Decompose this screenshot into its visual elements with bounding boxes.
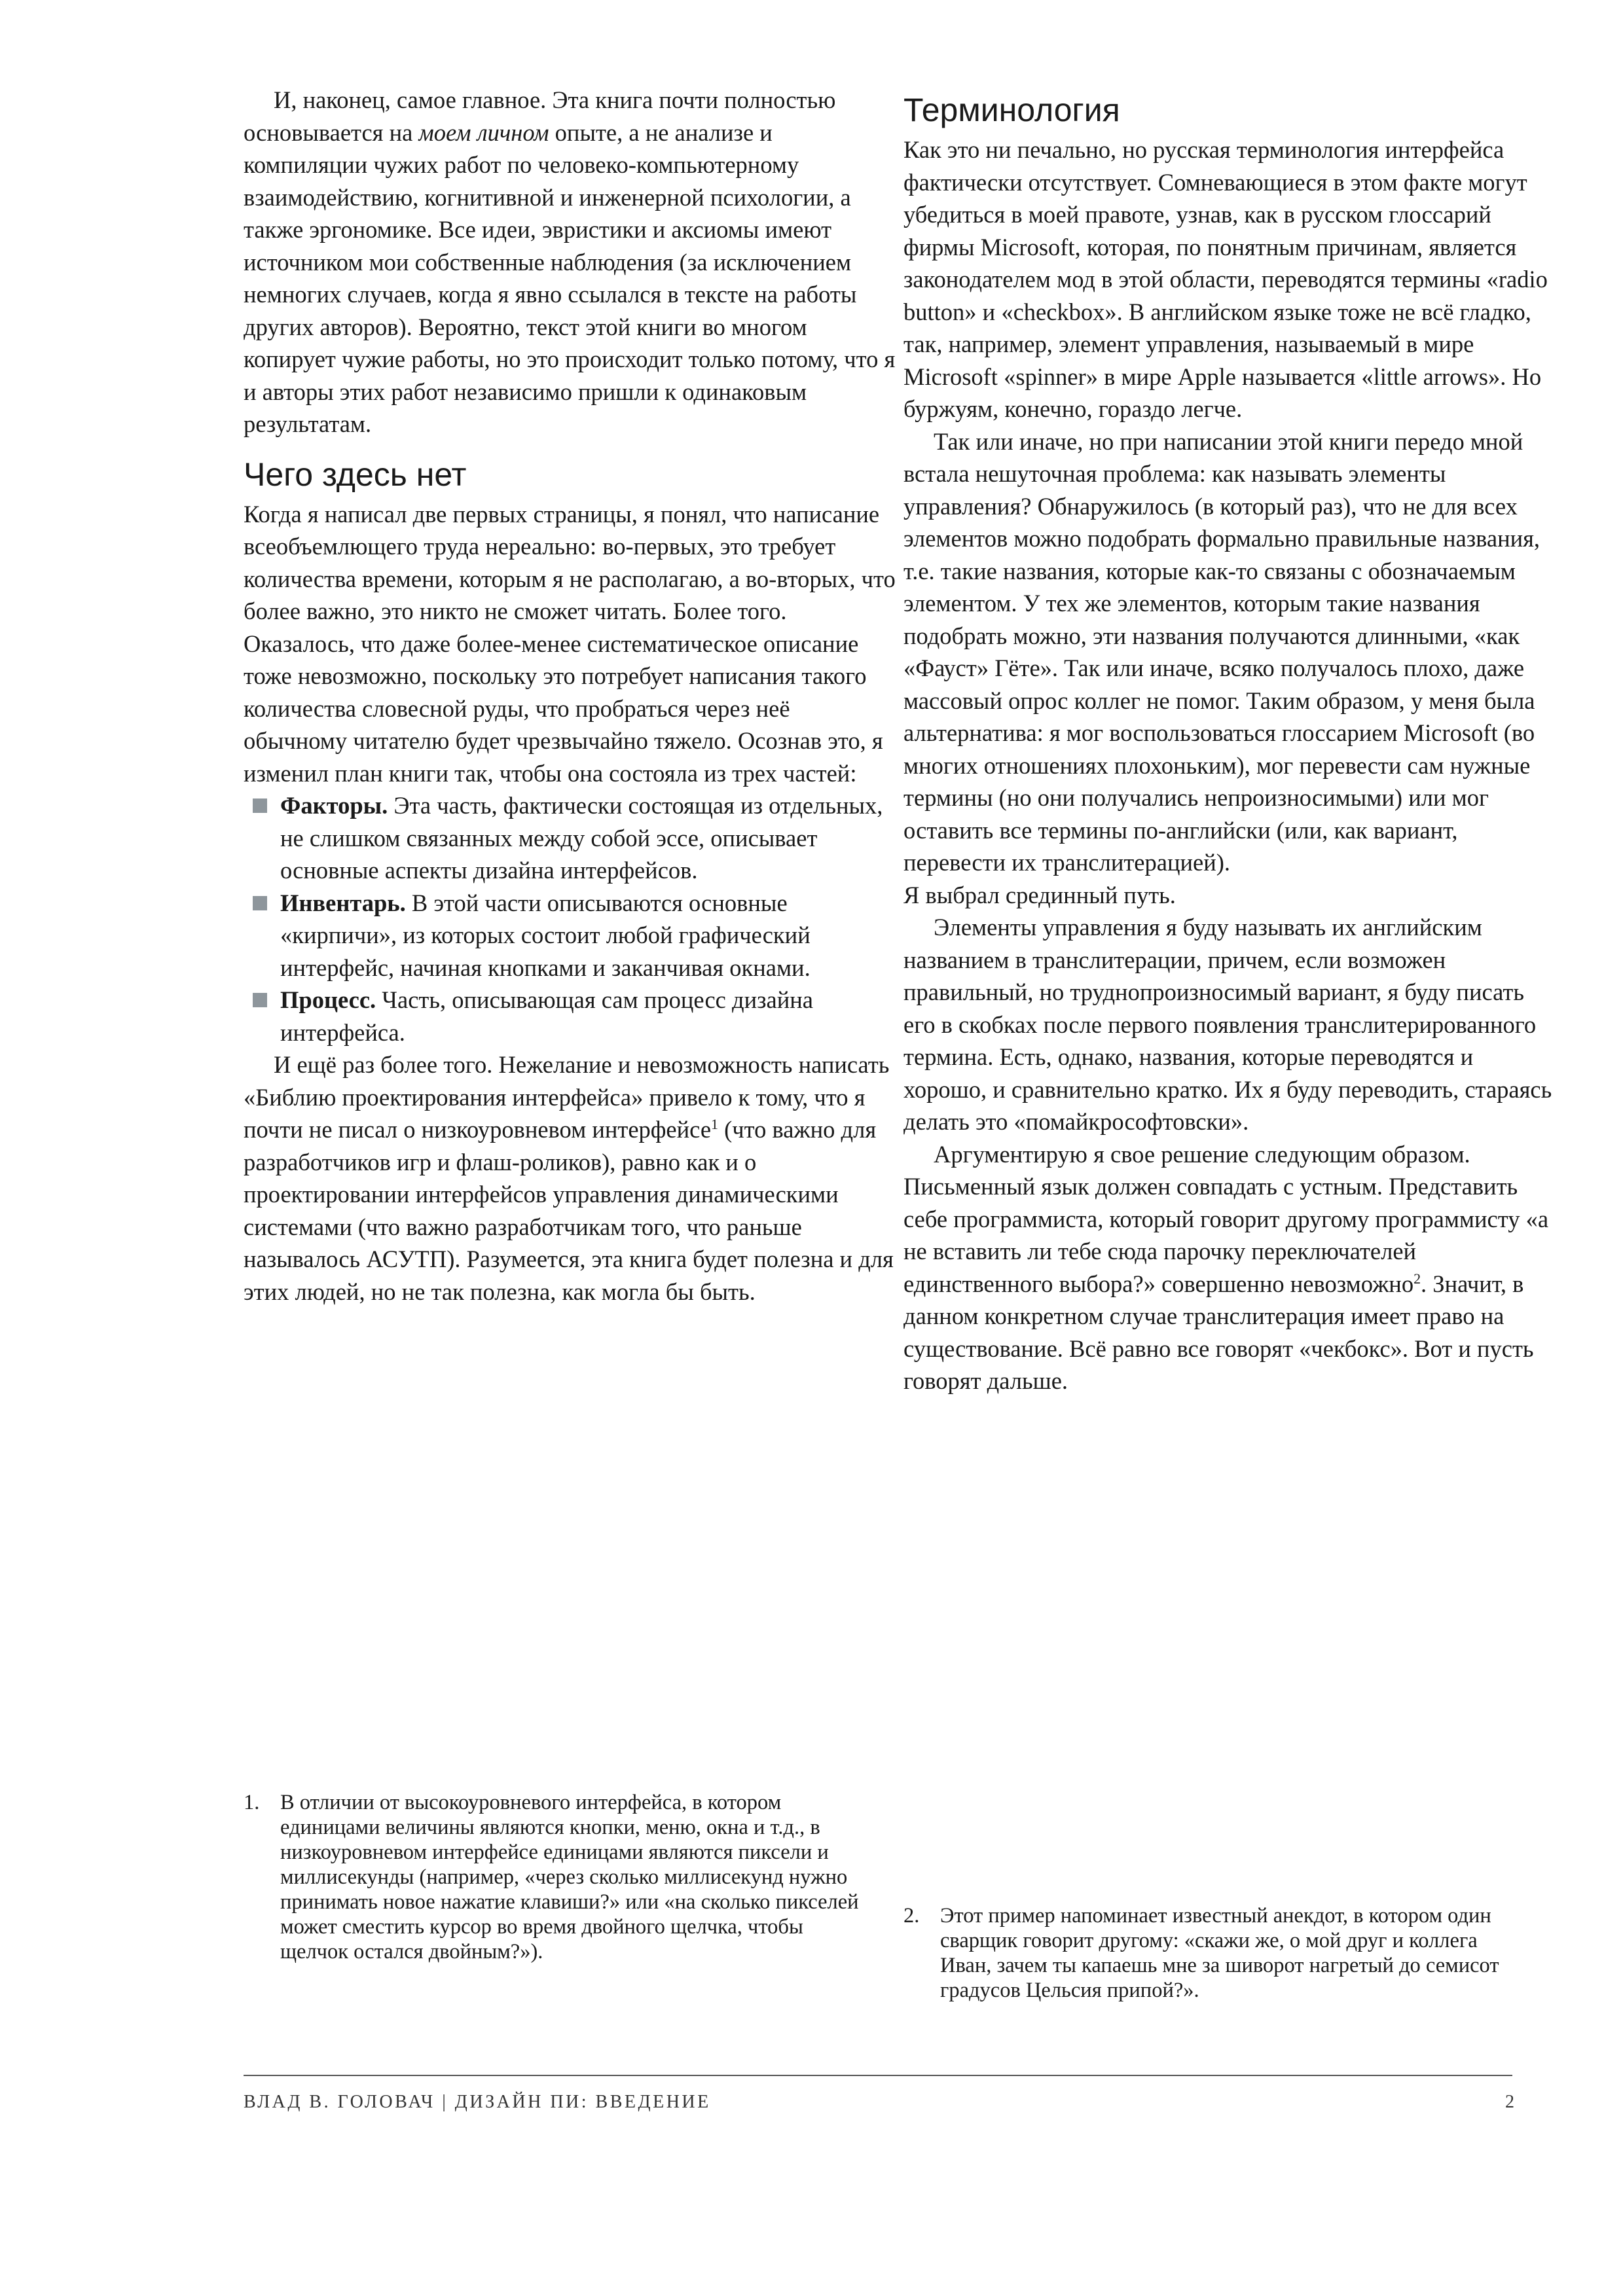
footer-divider <box>244 2075 1512 2076</box>
section-heading-what-is-missing: Чего здесь нет <box>244 456 467 493</box>
intro-text-end: опыте, а не анализе и компиляции чужих работ по человеко-компьютерному взаимодействию, когнитивной и инженерной психологии, а также эргономике. Все идеи, эвристики и аксиомы имеют источником мои собственные наблюдения (за исключением немногих случаев, когда я явно ссылался в тексте на работы других авторов). Вероятно, текст этой книги во многом копирует чужие работы, но это происходит только потому, что я и авторы этих работ независимо пришли к одинаковым результатам. <box>244 118 896 437</box>
footnote-2-block <box>903 1903 1532 2003</box>
book-parts-list <box>244 789 898 1049</box>
intro-text-start: И, наконец, самое главное. Эта книга почти полностью основывается на <box>244 86 836 146</box>
terminology-paragraph-1: Как это ни печально, но русская терминология интерфейса фактически отсутствует. Сомневающиеся в этом факте могут убедиться в моей правоте, узнав, как в русском глоссарий фирмы Microsoft, которая, по понятным причинам, является законодателем мод в этой области, переводятся термины «radio button» и «checkbox». В английском языке тоже не всё гладко, так, например, элемент управления, называемый в мире Microsoft «spinner» в мире Apple называется «little arrows». Но буржуям, конечно, гораздо легче. <box>903 136 1548 422</box>
list-item-process <box>244 984 898 1049</box>
terminology-paragraph-3: Элементы управления я буду называть их английским названием в транслитерации, причем, если возможен правильный, но труднопроизносимый вариант, я буду писать его в скобках после первого появления транслитерированного термина. Есть, однако, названия, которые переводятся и хорошо, и сравнительно кратко. Их я буду переводить, стараясь делать это «помайкрософтовски». <box>903 914 1552 1135</box>
terminology-paragraph-4 <box>903 1138 1558 1397</box>
footnote-text: Этот пример напоминает известный анекдот, в котором один сварщик говорит другому: «скажи же, о мой друг и коллега Иван, зачем ты капаешь мне за шиворот нагретый до семисот градусов Цельсия припой?». <box>940 1904 1499 2002</box>
missing-paragraph-1: Когда я написал две первых страницы, я понял, что написание всеобъемлющего труда нереально: во-первых, это требует количества времени, которым я не располагаю, а во-вторых, что более важно, это никто не сможет читать. Более того. Оказалось, что даже более-менее систематическое описание тоже невозможно, поскольку это потребует написания такого количества словесной руды, что пробраться через неё обычному читателю будет чрезвычайно тяжело. Осознав это, я изменил план книги так, чтобы она состояла из трех частей: <box>244 500 896 787</box>
list-item-factors <box>244 789 898 887</box>
terminology-paragraph-2: Так или иначе, но при написании этой книги передо мной встала нешуточная проблема: как называть элементы управления? Обнаружилось (в который раз), что не для всех элементов можно подобрать формально правильные названия, т.е. такие названия, которые как-то связаны с обозначаемым элементом. У тех же элементов, которым такие названия подобрать можно, эти названия получаются длинными, «как «Фауст» Гёте». Так или иначе, всяко получалось плохо, даже массовый опрос коллег не помог. Таким образом, у меня была альтернатива: я мог воспользоваться глоссарием Microsoft (во многих отношениях плохоньким), мог перевести сам нужные термины (но они получались непроизносимыми) или мог оставить все термины по-английски (или, как вариант, перевести их транслитерацией). <box>903 427 1541 876</box>
footnote-2 <box>903 1903 1532 2003</box>
list-item-inventory <box>244 887 898 984</box>
list-item-text: Эта часть, фактически состоящая из отдельных, не слишком связанных между собой эссе, описывает основные аспекты дизайна интерфейсов. <box>280 792 883 884</box>
intro-paragraph <box>244 84 898 440</box>
para2-text-end: (что важно для разработчиков игр и флаш-роликов), равно как и о проектировании интерфейсов управления динамическими системами (что важно разработчикам того, что раньше называлось АСУТП). Разумеется, эта книга будет полезна и для этих людей, но не так полезна, как могла бы быть. <box>244 1116 894 1305</box>
para4-text-end: . Значит, в данном конкретном случае транслитерация имеет право на существование. Всё равно все говорят «чекбокс». Вот и пусть говорят дальше. <box>903 1270 1534 1394</box>
list-item-text: Часть, описывающая сам процесс дизайна интерфейса. <box>280 986 813 1046</box>
missing-paragraph-2 <box>244 1049 898 1308</box>
terminology-paragraph-2-end: Я выбрал срединный путь. <box>903 881 1176 908</box>
square-bullet-icon <box>253 798 267 813</box>
list-item-term: Процесс. <box>280 986 376 1013</box>
footnote-ref-2: 2 <box>1413 1270 1421 1287</box>
footnote-1-block <box>244 1790 872 1964</box>
intro-emphasis: моем личном <box>418 118 549 146</box>
footnote-ref-1: 1 <box>711 1115 718 1132</box>
footnote-number: 1. <box>244 1791 260 1814</box>
para4-text-start: Аргументирую я свое решение следующим образом. Письменный язык должен совпадать с устным. Представить себе программиста, который говорит другому программисту «а не вставить ли тебе сюда парочку переключателей единственного выбора?» совершенно невозможно <box>903 1140 1549 1297</box>
square-bullet-icon <box>253 896 267 910</box>
section-heading-terminology: Терминология <box>903 92 1120 128</box>
page-number: 2 <box>1505 2092 1514 2112</box>
list-item-text: В этой части описываются основные «кирпичи», из которых состоит любой графический интерфейс, начиная кнопками и заканчивая окнами. <box>280 889 811 981</box>
list-item-term: Факторы. <box>280 792 388 819</box>
footnote-text: В отличии от высокоуровневого интерфейса, в котором единицами величины являются кнопки, меню, окна и т.д., в низкоуровневом интерфейсе единицами являются пиксели и миллисекунды (например, «через сколько миллисекунд нужно принимать новое нажатие клавиши?» или «на сколько пикселей может сместить курсор во время двойного щелчка, чтобы щелчок остался двойным?»). <box>280 1791 859 1964</box>
para2-text-start: И ещё раз более того. Нежелание и невозможность написать «Библию проектирования интерфейса» привело к тому, что я почти не писал о низкоуровневом интерфейсе <box>244 1051 890 1143</box>
left-column <box>244 84 898 1308</box>
list-item-term: Инвентарь. <box>280 889 406 916</box>
right-column <box>903 84 1558 1397</box>
running-title: ВЛАД В. ГОЛОВАЧ | ДИЗАЙН ПИ: ВВЕДЕНИЕ <box>244 2092 711 2112</box>
square-bullet-icon <box>253 993 267 1007</box>
footnote-1 <box>244 1790 872 1964</box>
footnote-number: 2. <box>903 1904 920 1928</box>
